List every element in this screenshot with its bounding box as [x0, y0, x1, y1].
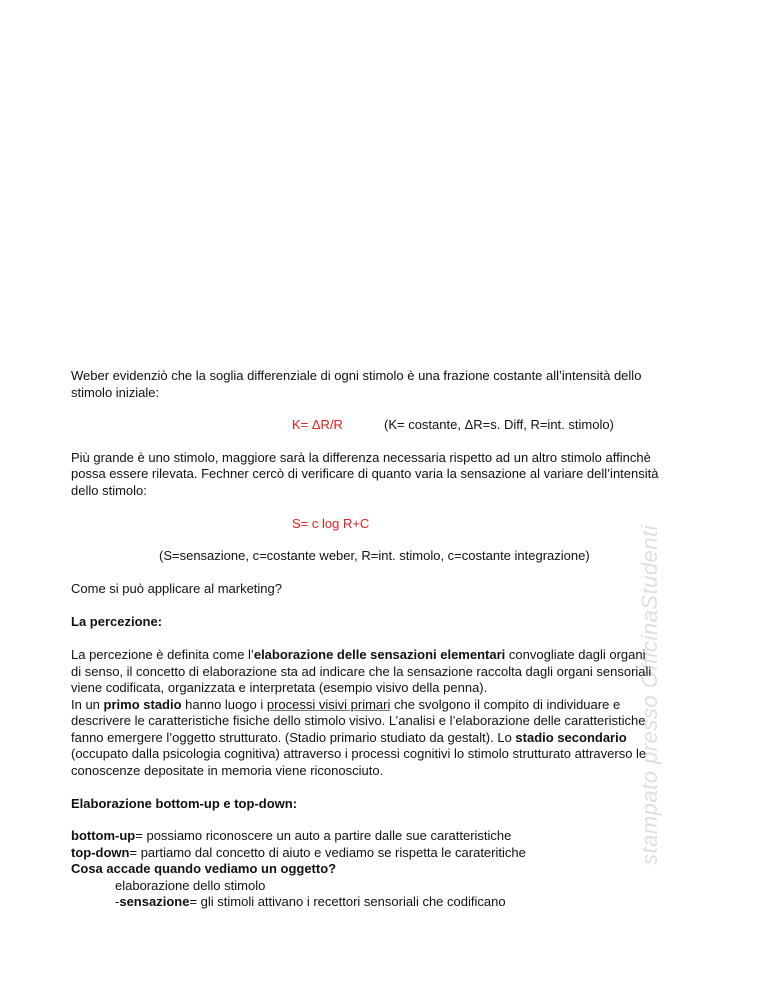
paragraph-line: Weber evidenziò che la soglia differenziale di ogni stimolo è una frazione costante all’intensità dello	[71, 368, 642, 383]
definition-top-down: top-down= partiamo dal concetto di aiuto e vediamo se rispetta le carateritiche	[71, 845, 526, 860]
formula-fechner: S= c log R+C	[292, 516, 370, 531]
definition-bottom-up: bottom-up= possiamo riconoscere un auto a partire dalle sue caratteristiche	[71, 828, 512, 843]
step-line: elaborazione dello stimolo	[115, 878, 266, 893]
paragraph-line: stimolo iniziale:	[71, 385, 160, 400]
paragraph-line: Più grande è uno stimolo, maggiore sarà la differenza necessaria rispetto ad un altro stimolo affinchè	[71, 450, 651, 465]
watermark: stampato presso OfficinaStudenti	[637, 524, 662, 866]
paragraph-line: di senso, il concetto di elaborazione sta ad indicare che la sensazione raccolta dagli organi sensoriali	[71, 664, 652, 679]
paragraph-line: La percezione è definita come l’elaborazione delle sensazioni elementari convogliate dagli organi	[71, 647, 646, 662]
paragraph-line: conoscenze depositate in memoria viene riconosciuto.	[71, 763, 384, 778]
paragraph-line: dello stimolo:	[71, 483, 147, 498]
heading-oggetto: Cosa accade quando vediamo un oggetto?	[71, 861, 337, 876]
paragraph-line: possa essere rilevata. Fechner cercò di verificare di quanto varia la sensazione al variare dell’intensità	[71, 466, 659, 481]
heading-percezione: La percezione:	[71, 614, 163, 629]
heading-elaborazione: Elaborazione bottom-up e top-down:	[71, 796, 298, 811]
paragraph-line: (occupato dalla psicologia cognitiva) attraverso i processi cognitivi lo stimolo strutturato attraverso le	[71, 746, 647, 761]
formula-weber: K= ΔR/R	[292, 417, 343, 432]
question: Come si può applicare al marketing?	[71, 581, 282, 596]
paragraph-line: descrivere le caratteristiche fisiche dello stimolo visivo. L’analisi e l’elaborazione delle caratteristiche	[71, 713, 646, 728]
paragraph-line: fanno emergere l’oggetto strutturato. (Stadio primario studiato da gestalt). Lo stadio secondario	[71, 730, 627, 745]
formula-weber-legend: (K= costante, ΔR=s. Diff, R=int. stimolo)	[384, 417, 614, 432]
formula-fechner-legend: (S=sensazione, c=costante weber, R=int. stimolo, c=costante integrazione)	[159, 548, 590, 563]
step-line: -sensazione= gli stimoli attivano i recettori sensoriali che codificano	[115, 894, 506, 909]
paragraph-line: viene codificata, organizzata e interpretata (esempio visivo della penna).	[71, 680, 488, 695]
paragraph-line: In un primo stadio hanno luogo i processi visivi primari che svolgono il compito di individuare e	[71, 697, 621, 712]
